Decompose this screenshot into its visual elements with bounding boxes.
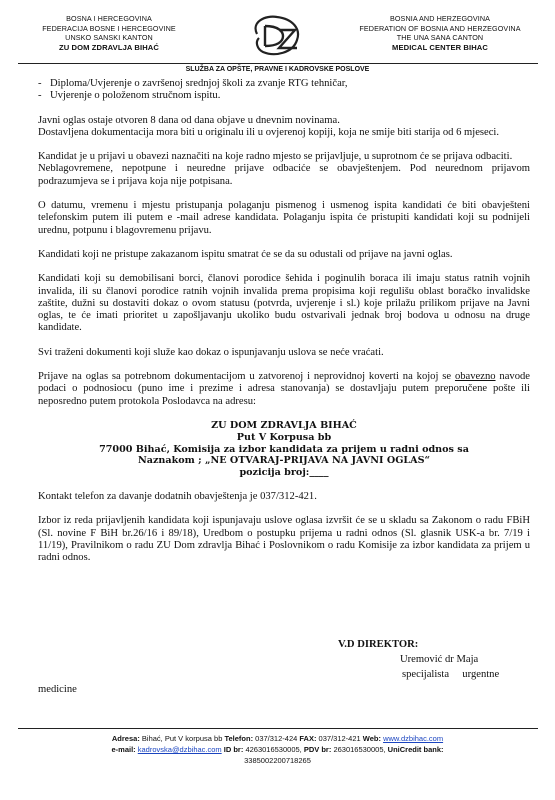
header-divider	[18, 63, 538, 64]
paragraph-veterans: Kandidati koji su demobilisani borci, članovi porodice šehida i poginulih boraca ili imaju status ratnih vojnih invalida, ili su članovi porodice ratnih vojnih invalida prema propisima koji regulišu oblast boračko invalidske zaštite, dužni su dostaviti dokaz o ovom statusu (potvrda, uvjerenje i sl.) koje prilažu prilikom prijave na Javni oglas, te će imati prioritet u zapošljavanju ukoliko budu ostvarivali jednak broj bodova u odnosu na druge kandidate.	[38, 273, 530, 334]
letterhead-right	[345, 14, 535, 52]
service-name: SLUŽBA ZA OPŠTE, PRAVNE I KADROVSKE POSLOVE	[185, 66, 370, 73]
letterhead-left-line: UNSKO SANSKI KANTON	[65, 33, 153, 43]
address-line: pozicija broj:____	[239, 467, 329, 479]
bullet-item: - Diploma/Uvjerenje o završenoj srednjoj školi za zvanje RTG tehničar,	[38, 78, 348, 89]
signature-role: specijalista urgentne	[402, 669, 500, 680]
paragraph-exam-notice: O datumu, vremenu i mjestu pristupanja polaganju pismenog i usmenog ispita kandidati će biti obavješteni telefonskim putem ili putem e -mail adrese kandidata. Polaganju ispita će pristupiti kandidati koji su podnijeli urednu, potpunu i blagovremenu prijavu.	[38, 200, 530, 236]
paragraph-deadline: Javni oglas ostaje otvoren 8 dana od dana objave u dnevnim novinama.	[38, 114, 340, 126]
document-body	[38, 78, 530, 564]
paragraph-submission: Prijave na oglas sa potrebnom dokumentacijom u zatvorenoj i neprovidnoj koverti na kojoj se obavezno navode podaci o podnosiocu (puno ime i prezime i adresa stanovanja) se dostavljaju putem preporučene pošte ili neposredno putem protokola Poslodavca na adresu:	[38, 371, 530, 407]
paragraph-documents: Dostavljena dokumentacija mora biti u originalu ili u ovjerenoj kopiji, koja ne smije biti starija od 6 mjeseci.	[38, 126, 500, 138]
letterhead	[0, 4, 555, 66]
footer-divider	[18, 728, 538, 729]
footer-line-2: e-mail: kadrovska@dzbihac.com ID br: 4263016530005, PDV br: 263016530005, UniCredit bank:	[111, 745, 444, 755]
mailing-address	[38, 420, 530, 479]
signature-role-cont: medicine	[38, 684, 77, 695]
letterhead-left-line: BOSNA I HERCEGOVINA	[66, 14, 152, 23]
address-line: 77000 Bihać, Komisija za izbor kandidata za prijem u radni odnos sa	[99, 443, 469, 455]
paragraph-contact: Kontakt telefon za davanje dodatnih obavještenja je 037/312-421.	[38, 490, 317, 502]
dz-logo	[249, 12, 305, 60]
letterhead-left	[14, 14, 204, 52]
paragraph-position: Kandidat je u prijavi u obavezi naznačiti na koje radno mjesto se prijavljuje, u suprotnom će se prijava odbaciti.	[38, 151, 513, 163]
address-line: ZU DOM ZDRAVLJA BIHAĆ	[211, 419, 357, 431]
signature-title: V.D DIREKTOR:	[338, 639, 419, 650]
letterhead-right-line: BOSNIA AND HERZEGOVINA	[389, 14, 491, 23]
address-line: Naznakom ; „NE OTVARAJ-PRIJAVA NA JAVNI OGLAS“	[137, 455, 431, 467]
letterhead-right-line: FEDERATION OF BOSNIA AND HERZEGOVINA	[359, 23, 521, 33]
footer-line-3: 3385002200718265	[244, 756, 311, 766]
website-link[interactable]: www.dzbihac.com	[383, 734, 444, 743]
footer-line-1: Adresa: Bihać, Put V korpusa bb Telefon: 037/312-424 FAX: 037/312-421 Web: www.dzbihac.com	[111, 734, 444, 743]
letterhead-right-line: THE UNA SANA CANTON	[396, 33, 484, 43]
letterhead-left-org: ZU DOM ZDRAVLJA BIHAĆ	[59, 42, 159, 52]
letterhead-left-line: FEDERACIJA BOSNE I HERCEGOVINE	[42, 23, 176, 33]
footer	[0, 733, 555, 767]
paragraph-selection: Izbor iz reda prijavljenih kandidata koji ispunjavaju uslove oglasa izvršit će se u skladu sa Zakonom o radu FBiH (Sl. novine F BiH br.26/16 i 89/18), Uredbom o postupku prijema u radni odnos (Sl. glasnik USK-a br. 7/19 i 11/19), Pravilnikom o radu ZU Dom zdravlja Bihać i Poslovnikom o radu Komisije za izbor kandidata za prijem u radni odnos.	[38, 515, 530, 564]
signature-name: Uremović dr Maja	[400, 654, 479, 665]
address-line: Put V Korpusa bb	[236, 431, 332, 443]
paragraph-no-return: Svi traženi dokumenti koji služe kao dokaz o ispunjavanju uslova se neće vraćati.	[38, 346, 384, 358]
email-link[interactable]: kadrovska@dzbihac.com	[137, 745, 222, 755]
paragraph-incomplete: Neblagovremene, nepotpune i neuredne prijave odbaciće se obavještenjem. Pod neurednom prijavom podrazumjeva se i prijava koja nije potpisana.	[38, 163, 530, 187]
paragraph-absence: Kandidati koji ne pristupe zakazanom ispitu smatrat će se da su odustali od prijave na javni oglas.	[38, 248, 453, 260]
letterhead-right-org: MEDICAL CENTER BIHAC	[392, 42, 488, 52]
bullet-item: - Uvjerenje o položenom stručnom ispitu.	[38, 90, 221, 102]
